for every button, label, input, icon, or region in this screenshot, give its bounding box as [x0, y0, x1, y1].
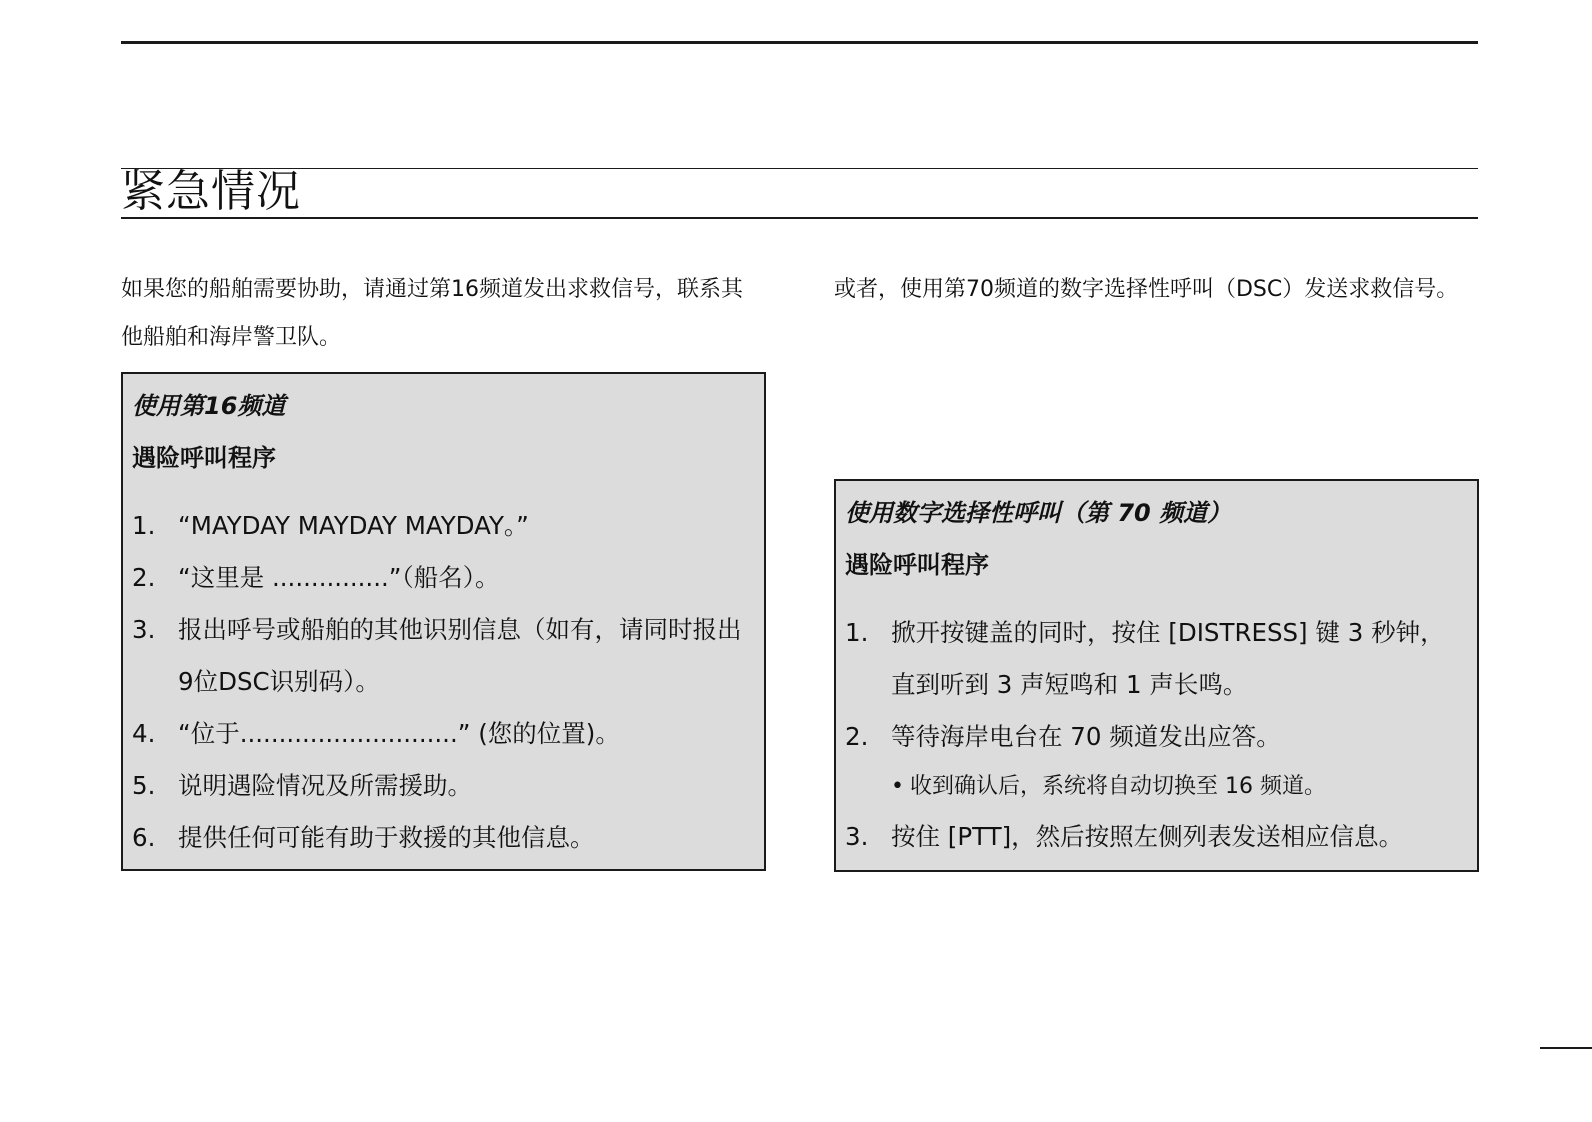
title-rule-bottom: [121, 217, 1478, 219]
step-text: 提供任何可能有助于救援的其他信息。: [178, 823, 595, 852]
dsc-step: [845, 811, 1467, 863]
channel16-step: [132, 500, 754, 552]
step-number: 4.: [132, 719, 156, 748]
step-number: 3.: [845, 822, 869, 851]
step-text: 按住 [PTT]，然后按照左侧列表发送相应信息。: [891, 822, 1404, 851]
channel16-heading: 使用第16频道: [132, 392, 286, 420]
bullet-dot-icon: •: [891, 774, 904, 799]
dsc-heading: 使用数字选择性呼叫（第 70 频道）: [845, 499, 1232, 527]
channel16-subheading: 遇险呼叫程序: [132, 444, 276, 472]
channel16-step: [132, 812, 754, 864]
page-edge-marker: [1540, 1047, 1592, 1049]
dsc-note: [845, 763, 1467, 811]
dsc-note-text: 收到确认后，系统将自动切换至 16 频道。: [909, 774, 1326, 799]
step-number: 1.: [845, 618, 869, 647]
step-text: 等待海岸电台在 70 频道发出应答。: [891, 722, 1281, 751]
dsc-step: [845, 607, 1467, 711]
step-text: “MAYDAY MAYDAY MAYDAY。”: [178, 511, 529, 540]
channel16-procedure-box: [121, 372, 766, 871]
channel16-step: [132, 708, 754, 760]
step-text: “位于............................” (您的位置)。: [178, 719, 620, 748]
dsc-steps: [845, 607, 1467, 863]
intro-text-left: 如果您的船舶需要协助，请通过第16频道发出求救信号，联系其他船舶和海岸警卫队。: [121, 277, 743, 350]
step-text: 报出呼号或船舶的其他识别信息（如有，请同时报出9位DSC识别码）。: [178, 615, 742, 696]
step-number: 6.: [132, 823, 156, 852]
channel16-step: [132, 552, 754, 604]
top-rule: [121, 41, 1478, 44]
step-number: 3.: [132, 615, 156, 644]
step-number: 2.: [845, 722, 869, 751]
intro-text-right: 或者，使用第70频道的数字选择性呼叫（DSC）发送求救信号。: [834, 277, 1459, 302]
dsc-procedure-box: [834, 479, 1479, 872]
title-rule-top: [121, 168, 1478, 169]
step-text: 说明遇险情况及所需援助。: [178, 771, 472, 800]
step-number: 2.: [132, 563, 156, 592]
channel16-step: [132, 604, 754, 708]
dsc-subheading: 遇险呼叫程序: [845, 551, 989, 579]
channel16-steps: [132, 500, 754, 864]
page-title: 紧急情况: [121, 166, 301, 217]
step-number: 5.: [132, 771, 156, 800]
step-text: “这里是 ...............”（船名）。: [178, 563, 500, 592]
dsc-step: [845, 711, 1467, 763]
step-text: 掀开按键盖的同时，按住 [DISTRESS] 键 3 秒钟，直到听到 3 声短鸣和 1 声长鸣。: [891, 618, 1445, 699]
step-number: 1.: [132, 511, 156, 540]
channel16-step: [132, 760, 754, 812]
